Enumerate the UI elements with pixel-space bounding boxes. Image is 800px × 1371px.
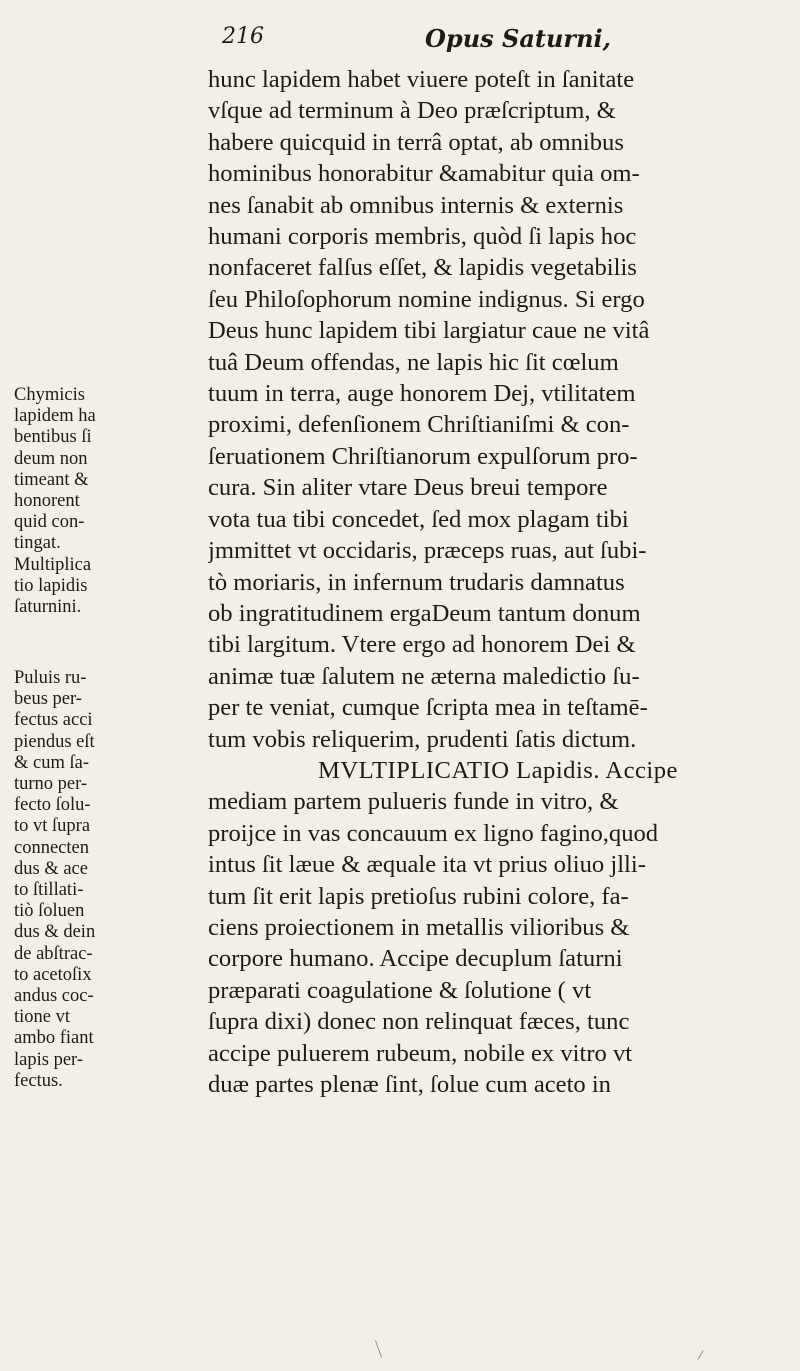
marginal-note-line: tione vt	[14, 1007, 71, 1028]
marginal-note-line: dus & ace	[14, 858, 88, 879]
text-line: hunc lapidem habet viuere poteſt in ſanitate	[208, 66, 635, 93]
marginal-note-line: Puluis ru-	[14, 668, 87, 688]
text-line: proximi, defenſionem Chriſtianiſmi & con-	[208, 411, 630, 439]
marginal-note-line: & cum ſa-	[14, 752, 90, 773]
marginal-note-line: to vt ſupra	[14, 816, 91, 837]
page-header	[210, 24, 770, 58]
marginal-note-line: tio lapidis	[14, 576, 88, 597]
text-line: ciens proiectionem in metallis vilioribus &	[208, 913, 630, 941]
text-line: hominibus honorabitur &amabitur quia om-	[208, 160, 640, 188]
text-line: intus ſit læue & æquale ita vt prius oliuo jlli-	[208, 851, 646, 879]
text-line: proijce in vas concauum ex ligno fagino,quod	[208, 819, 659, 847]
text-line: habere quicquid in terrâ optat, ab omnibus	[208, 128, 624, 156]
text-line: accipe puluerem rubeum, nobile ex vitro vt	[208, 1039, 633, 1067]
main-text-block	[208, 64, 788, 1100]
text-line: humani corporis membris, quòd ſi lapis hoc	[208, 223, 637, 251]
marginal-note-line: dus & dein	[14, 922, 96, 943]
text-line: tibi largitum. Vtere ergo ad honorem Dei &	[208, 631, 636, 659]
marginal-note-line: timeant &	[14, 469, 89, 490]
marginal-note-line: turno per-	[14, 774, 88, 795]
text-line: præparati coagulatione & ſolutione ( vt	[208, 976, 592, 1004]
text-line: nes ſanabit ab omnibus internis & externis	[208, 191, 624, 219]
text-line: tum vobis reliquerim, prudenti ſatis dictum.	[208, 725, 637, 753]
text-line: tuâ Deum offendas, ne lapis hic ſit cœlum	[208, 348, 619, 376]
marginal-note-line: quid con-	[14, 512, 85, 533]
marginal-note-line: piendus eſt	[14, 731, 95, 752]
marginal-note-line: fectus.	[14, 1070, 63, 1091]
text-line: corpore humano. Accipe decuplum ſaturni	[208, 945, 623, 973]
marginal-note-line: fecto ſolu-	[14, 795, 91, 816]
paper-mark	[375, 1340, 382, 1357]
text-line: animæ tuæ ſalutem ne æterna maledictio ſu-	[208, 662, 640, 690]
text-line: duæ partes plenæ ſint, ſolue cum aceto in	[208, 1071, 611, 1098]
text-line: ſupra dixi) donec non relinquat fæces, tunc	[208, 1008, 630, 1036]
text-line: tuum in terra, auge honorem Dej, vtilitatem	[208, 380, 636, 408]
marginal-note-line: Multiplica	[14, 555, 92, 575]
page-number: 216	[222, 24, 264, 49]
marginal-note-line: beus per-	[14, 689, 82, 710]
marginal-note-line: tingat.	[14, 533, 61, 554]
text-line: ob ingratitudinem ergaDeum tantum donum	[208, 599, 641, 627]
marginal-note-line: fectus acci	[14, 710, 93, 731]
marginal-note-line: andus coc-	[14, 986, 94, 1007]
marginal-note-line: tiò ſoluen	[14, 901, 85, 922]
text-line: ſeruationem Chriſtianorum expulſorum pro-	[208, 442, 638, 470]
marginal-note-line: lapidem ha	[14, 406, 96, 427]
marginal-note-line: deum non	[14, 448, 88, 469]
paper-mark	[698, 1350, 704, 1359]
marginal-note-line: honorent	[14, 491, 80, 512]
text-line: vſque ad terminum à Deo præſcriptum, &	[208, 97, 616, 125]
running-title: Opus Saturni,	[425, 24, 611, 53]
marginal-note-line: bentibus ſi	[14, 427, 92, 448]
marginal-note-line: ambo fiant	[14, 1028, 94, 1049]
text-line: per te veniat, cumque ſcripta mea in teſtamē-	[208, 694, 648, 722]
text-line: cura. Sin aliter vtare Deus breui tempore	[208, 474, 608, 502]
text-line: mediam partem pulueris funde in vitro, &	[208, 788, 619, 816]
text-line: nonfaceret falſus eſſet, & lapidis vegetabilis	[208, 254, 637, 282]
section-heading-line: MVLTIPLICATIO Lapidis. Accipe	[318, 756, 678, 784]
text-line: tò moriaris, in infernum trudaris damnatus	[208, 568, 625, 596]
marginal-note-line: lapis per-	[14, 1049, 83, 1070]
marginal-note-multiplicatio	[14, 555, 202, 619]
text-line: ſeu Philoſophorum nomine indignus. Si ergo	[208, 285, 645, 313]
marginal-note-line: to ſtillati-	[14, 880, 84, 901]
text-line: tum ſit erit lapis pretioſus rubini colore, fa-	[208, 882, 629, 910]
marginal-note-line: de abſtrac-	[14, 943, 93, 964]
text-line: jmmittet vt occidaris, præceps ruas, aut ſubi-	[208, 537, 647, 565]
marginal-note-line: to acetoſix	[14, 964, 92, 985]
text-line: vota tua tibi concedet, ſed mox plagam tibi	[208, 505, 629, 533]
marginal-note-puluis	[14, 668, 202, 1092]
marginal-note-line: Chymicis	[14, 385, 85, 405]
text-line: Deus hunc lapidem tibi largiatur caue ne vitâ	[208, 317, 650, 345]
marginal-note-line: ſaturnini.	[14, 597, 82, 618]
marginal-note-line: connecten	[14, 837, 89, 858]
marginal-note-chymicis	[14, 385, 202, 555]
